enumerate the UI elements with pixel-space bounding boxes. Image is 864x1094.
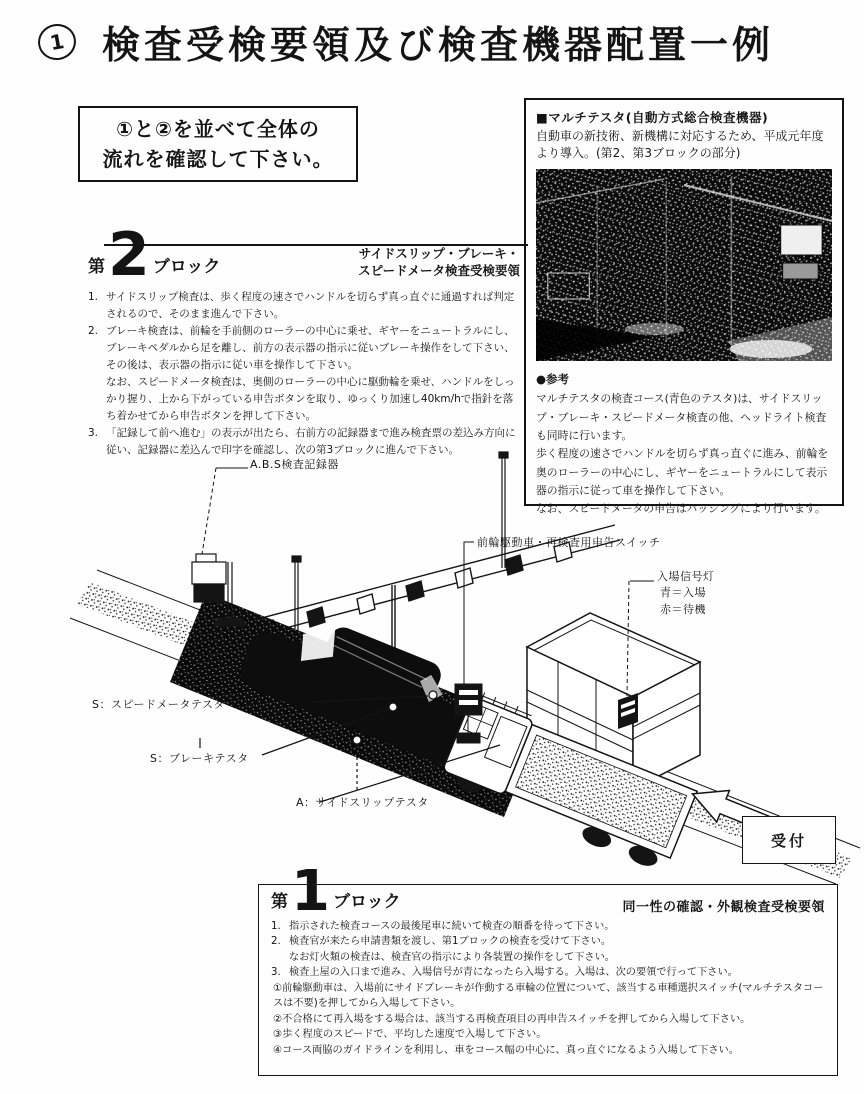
reference-paragraph: なお、スピードメータの申告はパッシングにより行います。	[536, 502, 826, 516]
multitester-panel	[524, 98, 844, 516]
block2-header-rule	[104, 244, 528, 246]
list-item-note: なお、スピードメータ検査は、奥側のローラーの中心に駆動輪を乗せ、ハンドルをしっかり握り、上から下がっている申告ボタンを取り、ゆっくり加速し40km/hで指針を落ち着かせてから申告ボタンを押して下さい。	[106, 375, 515, 422]
photo-halftone-graphic	[536, 169, 832, 361]
list-item-text: 検査官が来たら申請書類を渡し、第1ブロックの検査を受けて下さい。	[289, 936, 612, 948]
list-item-number: 1.	[88, 290, 99, 303]
label-fwd-switch: 前輪駆動車・再検査用申告スイッチ	[477, 536, 661, 549]
block1-instructions	[271, 919, 825, 1059]
label-signal-red: 赤＝待機	[660, 603, 706, 617]
note-box	[78, 106, 358, 182]
list-item-number: 1.	[271, 920, 281, 932]
list-item-text: 指示された検査コースの最後尾車に続いて検査の順番を待って下さい。	[289, 920, 615, 932]
list-item-text: ブレーキ検査は、前輪を手前側のローラーの中心に乗せ、ギヤーをニュートラルにし、ブレーキペダルから足を離し、前方の表示器の指示に従いブレーキ操作をして下さい、その後は、表示器の指示に従い車を操作して下さい。	[106, 324, 515, 371]
facility-photo	[536, 169, 832, 361]
list-subitem: ②不合格にて再入場をする場合は、該当する再検査項目の再申告スイッチを押してから入場して下さい。	[273, 1013, 751, 1025]
reception-box: 受付	[742, 816, 836, 864]
list-item	[88, 289, 520, 323]
reference-paragraph: 歩く程度の速さでハンドルを切らず真っ直ぐに進み、前輪を奥のローラーの中心にし、ギヤーをニュートラルにして表示器の指示に従って車を操作して下さい。	[536, 447, 829, 498]
note-line-1: ①と②を並べて全体の	[116, 117, 320, 141]
block2-subtitle-line2: スピードメータ検査受検要領	[358, 262, 520, 278]
list-item	[271, 934, 825, 950]
block2-suffix: ブロック	[152, 256, 221, 277]
block2-subtitle-line1: サイドスリップ・ブレーキ・	[358, 246, 520, 261]
photo-caption-title: ■マルチテスタ(自動方式総合検査機器)	[536, 110, 769, 125]
inspection-lane-illustration	[0, 450, 864, 885]
photo-caption-body: 自動車の新技術、新機構に対応するため、平成元年度より導入。(第2、第3ブロックの部分)	[536, 129, 824, 161]
block2-header	[88, 219, 520, 290]
label-entry-signal-title: 入場信号灯	[657, 570, 715, 583]
list-item-number: 3.	[271, 967, 281, 979]
list-item-note: なお灯火類の検査は、検査官の指示により各装置の操作をして下さい。	[289, 951, 615, 963]
label-speedometer-tester: S：スピードメータテスタ	[92, 698, 225, 711]
abs-recorder-device	[192, 468, 248, 626]
layout-diagram	[0, 450, 864, 885]
page-title: 検査受検要領及び検査機器配置一例	[102, 23, 775, 67]
list-item-number: 3.	[88, 426, 99, 439]
reference-paragraph: マルチテスタの検査コース(青色のテスタ)は、サイドスリップ・ブレーキ・スピードメータ検査の他、ヘッドライト検査も同時に行います。	[536, 392, 827, 443]
label-abs-recorder: A.B.S検査記録器	[250, 458, 339, 471]
block2-instructions	[88, 289, 520, 459]
list-item-text: 「記録して前へ進む」の表示が出たら、右前方の記録器まで進み検査票の差込み方向に従い、記録器に差込んで印字を確認し、次の第3ブロックに進んで下さい。	[106, 426, 516, 456]
block1-prefix: 第	[271, 891, 288, 912]
label-brake-tester: S：ブレーキテスタ	[150, 752, 249, 765]
block1-section	[258, 859, 838, 1076]
block2-prefix: 第	[88, 252, 105, 280]
list-item-number: 2.	[88, 324, 99, 337]
document-header	[38, 14, 774, 69]
block2-subtitle	[358, 220, 520, 280]
label-sideslip-tester: A：サイドスリップテスタ	[296, 796, 429, 809]
list-item	[271, 965, 825, 981]
list-item-text: 検査上屋の入口まで進み、入場信号が青になったら入場する。入場は、次の要領で行って下さい。	[289, 967, 738, 979]
block1-number: 1	[291, 859, 330, 924]
list-item	[88, 323, 520, 374]
block2-section	[88, 220, 520, 459]
list-subitem: ③歩く程度のスピードで、平均した速度で入場して下さい。	[273, 1029, 547, 1041]
circled-number-badge: 1	[35, 20, 79, 62]
reference-title: ●参考	[536, 371, 570, 386]
list-subitem: ①前輪駆動車は、入場前にサイドブレーキが作動する車輪の位置について、該当する車種選択スイッチ(マルチテスタコースは不要)を押してから入場して下さい。	[273, 982, 824, 1010]
list-subitem: ④コース両脇のガイドラインを利用し、車をコース幅の中心に、真っ直ぐになるよう入場して下さい。	[273, 1044, 739, 1056]
label-entry-signal	[657, 568, 715, 618]
block1-suffix: ブロック	[332, 891, 401, 912]
label-signal-blue: 青＝入場	[660, 586, 706, 599]
list-item-number: 2.	[271, 936, 281, 948]
list-item	[271, 919, 825, 935]
note-line-2: 流れを確認して下さい。	[102, 147, 334, 171]
block1-subtitle: 同一性の確認・外観検査受検要領	[622, 899, 825, 915]
block1-header	[271, 859, 825, 924]
block2-number: 2	[108, 219, 150, 290]
list-item-text: サイドスリップ検査は、歩く程度の速さでハンドルを切らず真っ直ぐに通過すれば判定されるので、そのまま進んで下さい。	[106, 290, 515, 320]
